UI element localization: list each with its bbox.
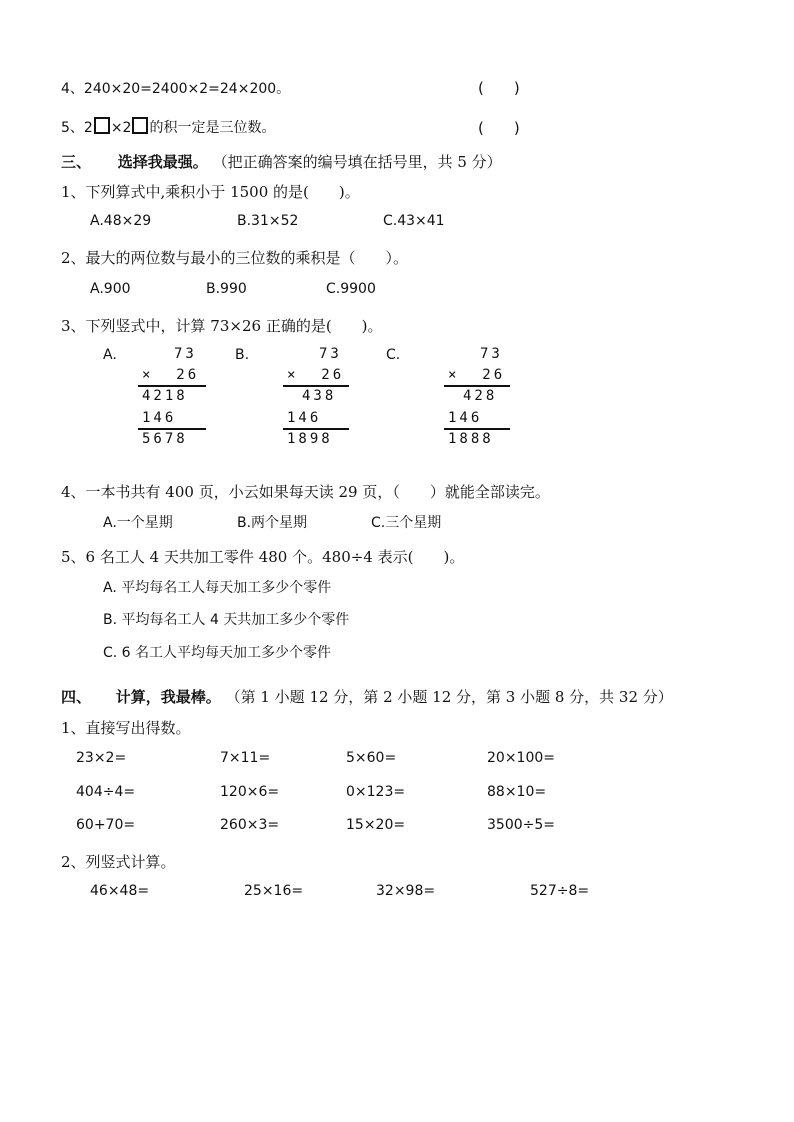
s3-q3-text: 3、下列竖式中，计算 73×26 正确的是( )。 [61, 317, 383, 335]
calc-a-mult: × 26 [142, 367, 200, 383]
vertical-calc-item: 46×48= [90, 883, 150, 899]
calc-b-mult: × 26 [287, 367, 345, 383]
judge-q5-pre: 5、2 [61, 120, 93, 136]
judge-q4-text: 4、240×20=2400×2=24×200。 [61, 81, 291, 97]
s3-q5-text: 5、6 名工人 4 天共加工零件 480 个。480÷4 表示( )。 [61, 548, 465, 566]
calc-c-mult: × 26 [448, 367, 506, 383]
section4-note: （第 1 小题 12 分，第 2 小题 12 分，第 3 小题 8 分，共 32 分） [225, 688, 673, 706]
calc-b-partial-2: 146 [287, 410, 322, 426]
calc-c-result: 1888 [448, 431, 494, 447]
vertical-calc-item: 527÷8= [530, 883, 590, 899]
oral-calc-item: 23×2= [76, 750, 127, 766]
calc-a-partial-1: 4218 [142, 388, 188, 404]
vertical-calc-item: 25×16= [244, 883, 304, 899]
blank-box-icon [132, 117, 148, 134]
s3-q5-option-b[interactable]: B. 平均每名工人 4 天共加工多少个零件 [103, 612, 350, 628]
calc-c-partial-2: 146 [448, 410, 483, 426]
oral-calc-item: 260×3= [220, 817, 280, 833]
oral-calc-item: 0×123= [346, 784, 406, 800]
judge-q5-answer-paren[interactable]: ( ) [478, 119, 520, 137]
oral-calc-item: 404÷4= [76, 784, 136, 800]
section3-title: 选择我最强。 [117, 153, 208, 171]
s3-q4-option-b[interactable]: B.两个星期 [237, 515, 308, 531]
s3-q1-option-c[interactable]: C.43×41 [383, 213, 445, 229]
s3-q5-option-c[interactable]: C. 6 名工人平均每天加工多少个零件 [103, 645, 332, 661]
judge-q4-answer-paren[interactable]: ( ) [478, 79, 520, 97]
judge-q5-post: 的积一定是三位数。 [149, 120, 276, 136]
s3-q5-option-a[interactable]: A. 平均每名工人每天加工多少个零件 [103, 580, 332, 596]
s3-q4-option-a[interactable]: A.一个星期 [103, 515, 173, 531]
calc-b-partial-1: 438 [302, 388, 337, 404]
judge-q5-text [61, 117, 275, 137]
calc-b-result: 1898 [287, 431, 333, 447]
calc-a-line-1 [138, 385, 206, 387]
oral-calc-item: 88×10= [487, 784, 547, 800]
s3-q3-option-b-label[interactable]: B. [235, 347, 250, 363]
s3-q4-text: 4、一本书共有 400 页，小云如果每天读 29 页，（ ）就能全部读完。 [61, 483, 550, 501]
section4-number: 四、 [61, 688, 92, 706]
calc-c-line-2 [444, 428, 510, 430]
calc-c-partial-1: 428 [463, 388, 498, 404]
s3-q2-text: 2、最大的两位数与最小的三位数的乘积是（ ）。 [61, 249, 409, 267]
oral-calc-item: 3500÷5= [487, 817, 555, 833]
oral-calc-item: 15×20= [346, 817, 406, 833]
s3-q3-option-c-label[interactable]: C. [386, 347, 401, 363]
calc-a-result: 5678 [142, 431, 188, 447]
calc-b-line-1 [283, 385, 349, 387]
s4-q1-text: 1、直接写出得数。 [61, 719, 191, 737]
oral-calc-item: 20×100= [487, 750, 555, 766]
calc-b-line-2 [283, 428, 349, 430]
section3-note: （把正确答案的编号填在括号里，共 5 分） [212, 153, 502, 171]
s3-q4-option-c[interactable]: C.三个星期 [371, 515, 442, 531]
s4-q2-text: 2、列竖式计算。 [61, 853, 176, 871]
calc-a-top: 73 [174, 346, 197, 362]
blank-box-icon [94, 117, 110, 134]
s3-q1-option-b[interactable]: B.31×52 [237, 213, 299, 229]
vertical-calc-item: 32×98= [376, 883, 436, 899]
oral-calc-item: 5×60= [346, 750, 397, 766]
section4-title: 计算，我最棒。 [115, 688, 221, 706]
s3-q1-text: 1、下列算式中,乘积小于 1500 的是( )。 [61, 183, 360, 201]
s3-q2-option-b[interactable]: B.990 [206, 281, 247, 297]
section3-heading [61, 151, 502, 172]
s3-q3-option-a-label[interactable]: A. [103, 347, 117, 363]
calc-a-line-2 [138, 428, 206, 430]
s3-q2-option-a[interactable]: A.900 [90, 281, 131, 297]
oral-calc-item: 7×11= [220, 750, 271, 766]
oral-calc-item: 120×6= [220, 784, 280, 800]
s3-q2-option-c[interactable]: C.9900 [326, 281, 376, 297]
calc-a-partial-2: 146 [142, 410, 177, 426]
calc-c-line-1 [444, 385, 510, 387]
s3-q1-option-a[interactable]: A.48×29 [90, 213, 152, 229]
oral-calc-item: 60+70= [76, 817, 136, 833]
judge-q5-mid: ×2 [110, 120, 132, 136]
calc-c-top: 73 [480, 346, 503, 362]
section3-number: 三、 [61, 153, 92, 171]
section4-heading [61, 686, 673, 707]
calc-b-top: 73 [319, 346, 342, 362]
